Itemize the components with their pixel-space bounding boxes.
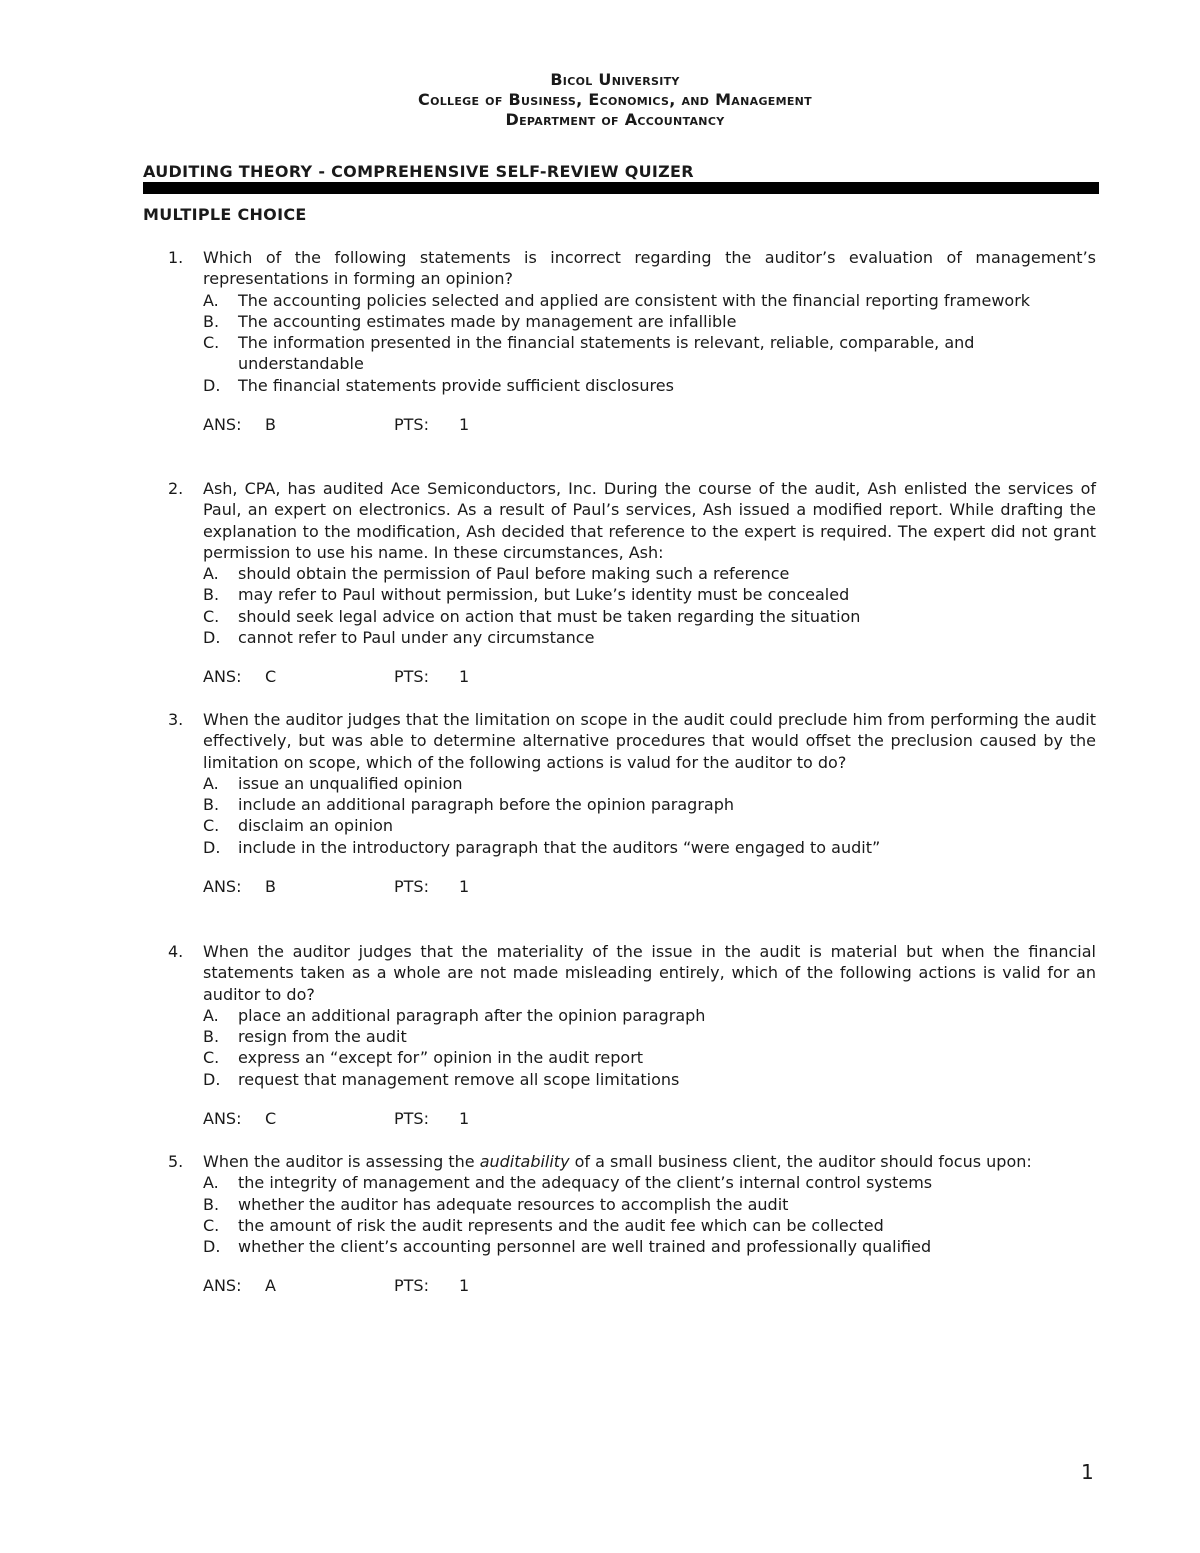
question-number: 1.: [168, 248, 184, 267]
choice-text: include an additional paragraph before the opinion paragraph: [238, 795, 734, 815]
choice-text: the amount of risk the audit represents and the audit fee which can be collected: [238, 1215, 884, 1235]
choice-text: should seek legal advice on action that must be taken regarding the situation: [238, 606, 861, 626]
choice-letter: D.: [203, 1069, 221, 1089]
question-number: 2.: [168, 479, 184, 498]
choice-letter: A.: [203, 1005, 219, 1025]
choice-text: issue an unqualified opinion: [238, 773, 463, 793]
pts-label: PTS:: [394, 415, 429, 435]
ans-value: B: [265, 415, 276, 435]
stem-text: of a small business client, the auditor should focus upon:: [569, 1152, 1032, 1171]
choice-letter: B.: [203, 585, 220, 605]
pts-value: 1: [459, 877, 470, 897]
page-number: 1: [1081, 1460, 1094, 1484]
answer-row: [203, 414, 1096, 436]
choice-letter: A.: [203, 290, 219, 310]
pts-value: 1: [459, 1109, 470, 1129]
university-name: Bicol University: [550, 70, 680, 89]
ans-value: A: [265, 1276, 276, 1296]
choice-letter: A.: [203, 564, 219, 584]
pts-value: 1: [459, 667, 470, 687]
choice-letter: C.: [203, 1215, 220, 1235]
choice-c: [203, 815, 1096, 836]
choice-text: the integrity of management and the adequacy of the client’s internal control systems: [238, 1173, 933, 1193]
choice-letter: D.: [203, 1237, 221, 1257]
stem-text: When the auditor is assessing the: [203, 1152, 480, 1171]
ans-value: B: [265, 877, 276, 897]
pts-label: PTS:: [394, 667, 429, 687]
question-1: [168, 247, 1096, 436]
ans-value: C: [265, 667, 277, 687]
pts-value: 1: [459, 415, 470, 435]
document-header: [0, 70, 1200, 130]
choice-text: The accounting policies selected and applied are consistent with the financial reporting framework: [238, 290, 1031, 310]
choice-c: [203, 332, 1096, 375]
choice-letter: D.: [203, 837, 221, 857]
question-3: [168, 709, 1096, 898]
pts-label: PTS:: [394, 877, 429, 897]
choice-text: disclaim an opinion: [238, 816, 394, 836]
pts-label: PTS:: [394, 1109, 429, 1129]
choice-text: include in the introductory paragraph that the auditors “were engaged to audit”: [238, 837, 881, 857]
choice-letter: B.: [203, 311, 220, 331]
question-number: 4.: [168, 942, 184, 961]
choice-letter: A.: [203, 773, 219, 793]
choice-letter: C.: [203, 1048, 220, 1068]
ans-label: ANS:: [203, 1109, 242, 1129]
choice-b: [203, 311, 1096, 332]
choice-letter: B.: [203, 795, 220, 815]
question-5: [168, 1151, 1096, 1297]
choice-letter: C.: [203, 333, 220, 353]
choice-c: [203, 1215, 1096, 1236]
choice-a: [203, 1005, 1096, 1026]
document-title: AUDITING THEORY - COMPREHENSIVE SELF-REVIEW QUIZER: [143, 162, 694, 181]
answer-row: [203, 666, 1096, 688]
department-name: Department of Accountancy: [505, 110, 725, 129]
question-stem: When the auditor judges that the limitation on scope in the audit could preclude him from performing the audit effectively, but was able to determine alternative procedures that would offset the preclusion caused by the limitation on scope, which of the following actions is valud for the auditor to do?: [203, 710, 1096, 772]
question-number: 5.: [168, 1152, 184, 1171]
ans-label: ANS:: [203, 1276, 242, 1296]
college-name: College of Business, Economics, and Management: [418, 90, 812, 109]
choice-b: [203, 584, 1096, 605]
ans-label: ANS:: [203, 667, 242, 687]
choice-text: express an “except for” opinion in the audit report: [238, 1048, 644, 1068]
choice-b: [203, 1026, 1096, 1047]
pts-label: PTS:: [394, 1276, 429, 1296]
choice-b: [203, 794, 1096, 815]
question-stem: When the auditor judges that the materiality of the issue in the audit is material but when the financial statements taken as a whole are not made misleading entirely, which of the following actions is valid for an auditor to do?: [203, 942, 1096, 1004]
answer-row: [203, 876, 1096, 898]
question-2: [168, 478, 1096, 688]
section-heading: MULTIPLE CHOICE: [143, 205, 307, 224]
choice-text: resign from the audit: [238, 1027, 407, 1047]
choice-letter: D.: [203, 375, 221, 395]
pts-value: 1: [459, 1276, 470, 1296]
choice-letter: A.: [203, 1173, 219, 1193]
choice-letter: D.: [203, 628, 221, 648]
choice-text: whether the auditor has adequate resources to accomplish the audit: [238, 1194, 789, 1214]
choice-text: place an additional paragraph after the opinion paragraph: [238, 1005, 706, 1025]
choice-letter: B.: [203, 1194, 220, 1214]
answer-row: [203, 1108, 1096, 1130]
choice-d: [203, 1069, 1096, 1090]
choice-c: [203, 606, 1096, 627]
question-number: 3.: [168, 710, 184, 729]
choice-d: [203, 1236, 1096, 1257]
ans-label: ANS:: [203, 877, 242, 897]
choice-text: The accounting estimates made by management are infallible: [238, 311, 737, 331]
choice-text: request that management remove all scope limitations: [238, 1069, 680, 1089]
choice-letter: B.: [203, 1027, 220, 1047]
choice-a: [203, 1172, 1096, 1193]
title-rule: [143, 182, 1099, 194]
stem-italic-term: auditability: [479, 1152, 570, 1171]
choice-text: may refer to Paul without permission, but Luke’s identity must be concealed: [238, 585, 850, 605]
choice-text: whether the client’s accounting personnel are well trained and professionally qualified: [238, 1237, 932, 1257]
question-stem: Ash, CPA, has audited Ace Semiconductors, Inc. During the course of the audit, Ash enlisted the services of Paul, an expert on electronics. As a result of Paul’s services, Ash issued a modified report. While drafting the explanation to the modification, Ash decided that reference to the expert is required. The expert did not grant permission to use his name. In these circumstances, Ash:: [203, 479, 1096, 562]
choice-text: The information presented in the financial statements is relevant, reliable, comparable, and understandable: [238, 333, 975, 374]
question-4: [168, 941, 1096, 1130]
ans-value: C: [265, 1109, 277, 1129]
answer-row: [203, 1275, 1096, 1297]
choice-text: cannot refer to Paul under any circumstance: [238, 628, 595, 648]
choice-d: [203, 627, 1096, 648]
ans-label: ANS:: [203, 415, 242, 435]
choice-text: should obtain the permission of Paul before making such a reference: [238, 564, 790, 584]
choice-a: [203, 290, 1096, 311]
choice-c: [203, 1047, 1096, 1068]
choice-d: [203, 837, 1096, 858]
choice-a: [203, 563, 1096, 584]
choice-text: The financial statements provide sufficient disclosures: [238, 375, 674, 395]
choice-a: [203, 773, 1096, 794]
choice-letter: C.: [203, 606, 220, 626]
question-stem: [203, 1151, 1096, 1172]
choice-d: [203, 375, 1096, 396]
choice-b: [203, 1194, 1096, 1215]
choice-letter: C.: [203, 816, 220, 836]
question-stem: Which of the following statements is incorrect regarding the auditor’s evaluation of management’s representations in forming an opinion?: [203, 248, 1096, 289]
